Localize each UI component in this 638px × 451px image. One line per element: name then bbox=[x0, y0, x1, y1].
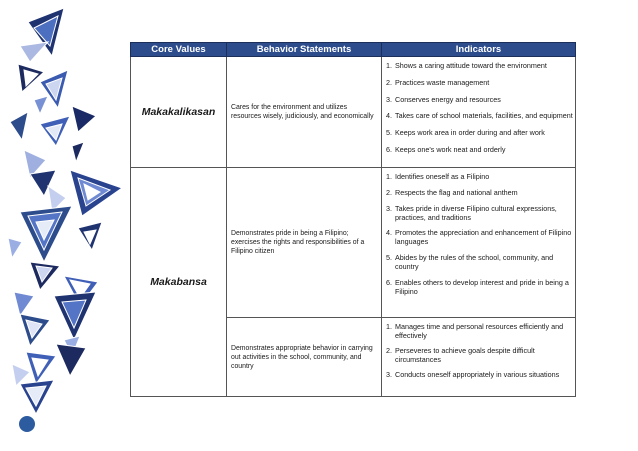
list-item bbox=[386, 322, 575, 340]
indicator-text: Identifies oneself as a Filipino bbox=[395, 172, 490, 181]
indicator-number: 1. bbox=[386, 322, 392, 331]
indicators-cell bbox=[382, 168, 576, 318]
indicator-number: 2. bbox=[386, 187, 392, 197]
indicator-number: 4. bbox=[386, 228, 392, 238]
header-behavior-statements: Behavior Statements bbox=[227, 43, 382, 57]
indicator-text: Abides by the rules of the school, community, and country bbox=[395, 253, 554, 272]
indicator-text: Conducts oneself appropriately in various situations bbox=[395, 370, 560, 380]
list-item bbox=[386, 204, 575, 222]
behavior-statement: Cares for the environment and utilizes resources wisely, judiciously, and economically bbox=[227, 57, 382, 168]
indicator-text: Perseveres to achieve goals despite difficult circumstances bbox=[395, 346, 535, 365]
indicator-text: Keeps work area in order during and after work bbox=[395, 128, 545, 138]
header-core-values: Core Values bbox=[131, 43, 227, 57]
indicator-list bbox=[382, 322, 575, 379]
triangle-decoration bbox=[0, 0, 125, 451]
indicator-number: 6. bbox=[386, 277, 392, 287]
list-item bbox=[386, 278, 575, 296]
indicator-text: Practices waste management bbox=[395, 77, 490, 87]
list-item bbox=[386, 78, 575, 87]
indicator-text: Takes pride in diverse Filipino cultural expressions, practices, and traditions bbox=[395, 203, 557, 222]
indicator-text: Shows a caring attitude toward the environment bbox=[395, 61, 547, 70]
header-indicators: Indicators bbox=[382, 43, 576, 57]
indicator-number: 3. bbox=[386, 203, 392, 213]
indicators-cell bbox=[382, 57, 576, 168]
indicator-number: 6. bbox=[386, 144, 392, 154]
indicators-cell bbox=[382, 318, 576, 397]
indicator-text: Manages time and personal resources efficiently and effectively bbox=[395, 322, 564, 340]
indicator-text: Enables others to develop interest and pride in being a Filipino bbox=[395, 277, 569, 296]
indicator-list bbox=[382, 61, 575, 154]
behavior-statement: Demonstrates appropriate behavior in carrying out activities in the school, community, and country bbox=[227, 318, 382, 397]
list-item bbox=[386, 253, 575, 271]
indicator-number: 2. bbox=[386, 346, 392, 356]
indicator-number: 4. bbox=[386, 111, 392, 121]
list-item bbox=[386, 172, 575, 181]
list-item bbox=[386, 61, 575, 70]
list-item bbox=[386, 145, 575, 154]
indicator-text: Respects the flag and national anthem bbox=[395, 187, 518, 197]
indicator-text: Conserves energy and resources bbox=[395, 94, 501, 104]
list-item bbox=[386, 228, 575, 246]
indicator-number: 3. bbox=[386, 94, 392, 104]
indicator-number: 2. bbox=[386, 77, 392, 87]
list-item bbox=[386, 95, 575, 104]
core-values-table bbox=[130, 42, 576, 397]
core-value-makabansa: Makabansa bbox=[131, 168, 227, 397]
core-value-makakalikasan: Makakalikasan bbox=[131, 57, 227, 168]
list-item bbox=[386, 128, 575, 137]
indicator-number: 1. bbox=[386, 172, 392, 181]
indicator-text: Promotes the appreciation and enhancement of Filipino languages bbox=[395, 228, 572, 247]
list-item bbox=[386, 346, 575, 364]
indicator-text: Keeps one's work neat and orderly bbox=[395, 144, 506, 154]
table-header-row bbox=[131, 43, 576, 57]
list-item bbox=[386, 370, 575, 379]
indicator-text: Takes care of school materials, facilities, and equipment bbox=[395, 111, 573, 121]
indicator-list bbox=[382, 172, 575, 296]
table-row bbox=[131, 168, 576, 318]
list-item bbox=[386, 111, 575, 120]
list-item bbox=[386, 188, 575, 197]
indicator-number: 3. bbox=[386, 370, 392, 380]
behavior-statement: Demonstrates pride in being a Filipino; exercises the rights and responsibilities of a Filipino citizen bbox=[227, 168, 382, 318]
table-row bbox=[131, 57, 576, 168]
indicator-number: 5. bbox=[386, 253, 392, 263]
indicator-number: 1. bbox=[386, 61, 392, 70]
indicator-number: 5. bbox=[386, 128, 392, 138]
